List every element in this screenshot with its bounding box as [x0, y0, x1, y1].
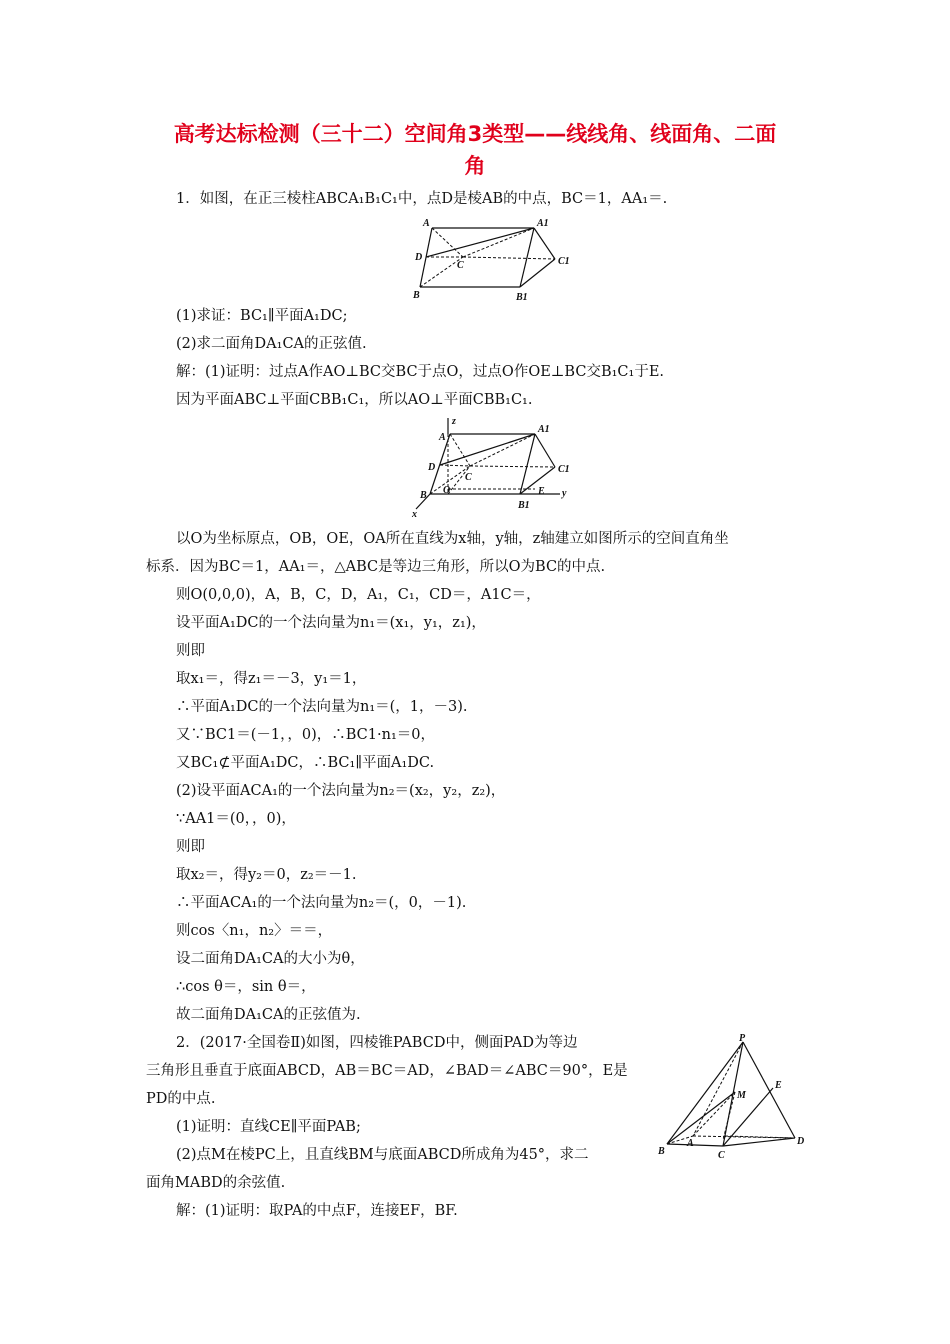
fig3-label-p: P — [739, 1033, 746, 1044]
solution-1-line-4: 标系．因为BC＝1，AA₁＝，△ABC是等边三角形，所以O为BC的中点. — [146, 559, 606, 575]
fig2-label-y: y — [562, 488, 567, 499]
problem-1-part-1: (1)求证：BC₁∥平面A₁DC; — [176, 308, 348, 324]
fig2-label-z: z — [452, 416, 456, 427]
solution-1-line-17: 则cos〈n₁，n₂〉＝＝， — [176, 923, 333, 939]
fig1-label-a: A — [423, 218, 430, 229]
fig3-label-d: D — [797, 1136, 805, 1147]
solution-1-line-1: 解：(1)证明：过点A作AO⊥BC交BC于点O，过点O作OE⊥BC交B₁C₁于E. — [176, 364, 665, 380]
fig2-label-b: B — [420, 490, 427, 501]
fig1-label-b1: B1 — [516, 292, 528, 303]
fig2-label-o: O — [443, 485, 451, 496]
solution-1-line-2: 因为平面ABC⊥平面CBB₁C₁，所以AO⊥平面CBB₁C₁. — [176, 392, 533, 408]
problem-2-statement-1: 2．(2017·全国卷Ⅱ)如图，四棱锥PABCD中，侧面PAD为等边 — [176, 1035, 578, 1051]
solution-1-line-13: ∵AA1＝(0，，0)， — [176, 811, 296, 827]
title-line-1: 高考达标检测（三十二）空间角3类型——线线角、线面角、二面 — [173, 122, 777, 146]
solution-1-line-5: 则O(0,0,0)，A，B，C，D，A₁，C₁，CD＝，A1C＝， — [176, 587, 541, 603]
solution-1-line-10: 又∵BC1＝(－1，，0)，∴BC1·n₁＝0， — [176, 727, 435, 743]
figure-pyramid — [655, 1032, 815, 1162]
fig2-label-x: x — [412, 509, 417, 518]
solution-1-line-3: 以O为坐标原点，OB，OE，OA所在直线为x轴，y轴，z轴建立如图所示的空间直角坐 — [176, 531, 729, 547]
fig3-label-a: A — [687, 1138, 694, 1149]
fig2-label-e: E — [538, 486, 545, 497]
fig2-label-c: C — [465, 472, 472, 483]
fig1-label-c: C — [457, 260, 464, 271]
document-title — [120, 118, 830, 182]
problem-2-part-2-cont: 面角MABD的余弦值. — [146, 1175, 286, 1191]
solution-1-line-7: 则即 — [176, 643, 205, 659]
solution-2-line-1: 解：(1)证明：取PA的中点F，连接EF，BF. — [176, 1203, 458, 1219]
fig2-label-b1: B1 — [518, 500, 530, 511]
figure-prism-coordinates — [410, 414, 580, 518]
problem-2-statement-2: 三角形且垂直于底面ABCD，AB＝BC＝AD，∠BAD＝∠ABC＝90°，E是 — [146, 1063, 628, 1079]
solution-1-line-9: ∴平面A₁DC的一个法向量为n₁＝(，1，－3). — [176, 699, 468, 715]
fig3-label-m: M — [737, 1090, 746, 1101]
fig1-label-c1: C1 — [558, 256, 570, 267]
problem-1-part-2: (2)求二面角DA₁CA的正弦值. — [176, 336, 367, 352]
title-line-2: 角 — [464, 154, 486, 178]
solution-1-line-6: 设平面A₁DC的一个法向量为n₁＝(x₁，y₁，z₁)， — [176, 615, 486, 631]
fig3-label-b: B — [658, 1146, 665, 1157]
problem-2-statement-3: PD的中点. — [146, 1091, 216, 1107]
solution-1-line-12: (2)设平面ACA₁的一个法向量为n₂＝(x₂，y₂，z₂)， — [176, 783, 506, 799]
problem-1-statement: 1．如图，在正三棱柱ABCA₁B₁C₁中，点D是棱AB的中点，BC＝1，AA₁＝. — [176, 191, 668, 207]
figure-prism-1 — [410, 214, 580, 304]
solution-1-line-15: 取x₂＝，得y₂＝0，z₂＝－1. — [176, 867, 357, 883]
solution-1-line-11: 又BC₁⊄平面A₁DC，∴BC₁∥平面A₁DC. — [176, 755, 435, 771]
problem-2-part-2: (2)点M在棱PC上，且直线BM与底面ABCD所成角为45°，求二 — [176, 1147, 589, 1163]
solution-1-line-18: 设二面角DA₁CA的大小为θ， — [176, 951, 365, 967]
fig1-label-b: B — [413, 290, 420, 301]
fig3-label-e: E — [775, 1080, 782, 1091]
fig2-label-a: A — [439, 432, 446, 443]
fig1-label-d: D — [415, 252, 423, 263]
fig3-label-c: C — [718, 1150, 725, 1161]
fig2-label-a1: A1 — [538, 424, 550, 435]
fig2-label-d: D — [428, 462, 436, 473]
solution-1-line-16: ∴平面ACA₁的一个法向量为n₂＝(，0，－1). — [176, 895, 467, 911]
solution-1-line-14: 则即 — [176, 839, 205, 855]
solution-1-line-19: ∴cos θ＝，sin θ＝， — [176, 979, 316, 995]
solution-1-line-8: 取x₁＝，得z₁＝－3，y₁＝1， — [176, 671, 367, 687]
solution-1-line-20: 故二面角DA₁CA的正弦值为. — [176, 1007, 361, 1023]
problem-2-part-1: (1)证明：直线CE∥平面PAB; — [176, 1119, 361, 1135]
fig1-label-a1: A1 — [537, 218, 549, 229]
fig2-label-c1: C1 — [558, 464, 570, 475]
